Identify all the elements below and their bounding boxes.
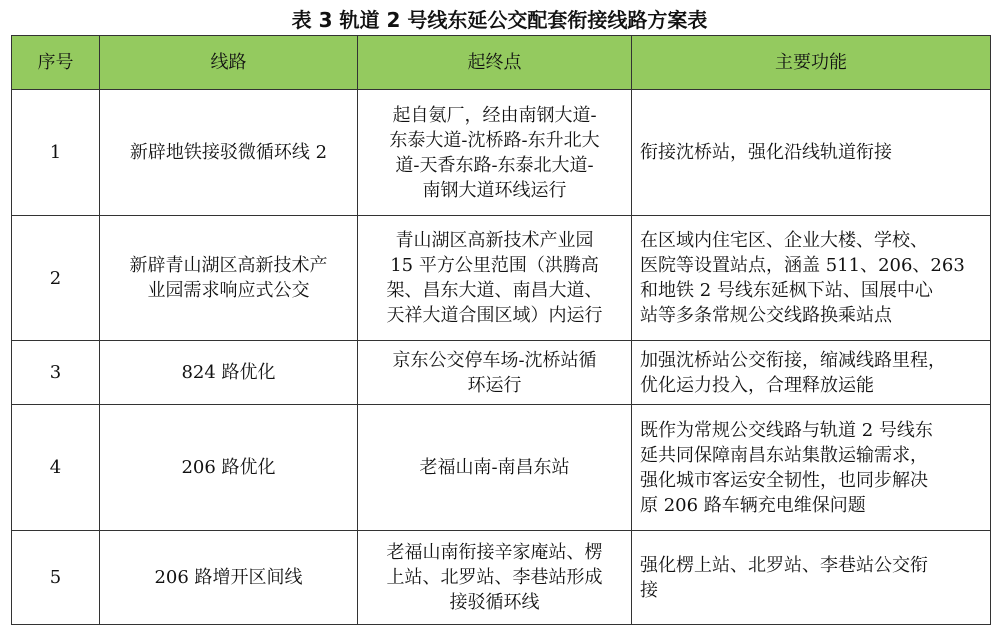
route-endpoints-line: 起自氨厂，经由南钢大道- — [392, 104, 597, 126]
route-name-line: 206 路增开区间线 — [154, 567, 303, 588]
header-no: 序号 — [12, 36, 100, 90]
route-name-line: 新辟地铁接驳微循环线 2 — [129, 142, 328, 163]
route-name-line: 新辟青山湖区高新技术产 — [129, 255, 328, 276]
route-endpoints — [358, 341, 632, 405]
route-name — [100, 216, 358, 341]
header-ends: 起终点 — [358, 36, 632, 90]
table-row — [12, 531, 991, 625]
route-endpoints-line: 老福山南-南昌东站 — [419, 457, 570, 478]
row-number: 5 — [12, 531, 100, 625]
route-function-line: 医院等设置站点，涵盖 511、206、263 — [640, 255, 965, 276]
route-endpoints-line: 架、昌东大道、南昌大道、 — [386, 280, 603, 301]
route-plan-table — [11, 35, 991, 625]
route-function — [632, 216, 991, 341]
route-endpoints-line: 京东公交停车场-沈桥站循 — [392, 349, 597, 371]
route-function-line: 和地铁 2 号线东延枫下站、国展中心 — [640, 280, 933, 301]
header-row — [12, 36, 991, 90]
route-endpoints-line: 天祥大道合围区域）内运行 — [386, 305, 603, 326]
table-row — [12, 341, 991, 405]
route-endpoints-line: 环运行 — [467, 374, 522, 396]
route-endpoints — [358, 90, 632, 216]
route-endpoints-line: 道-天香东路-东泰北大道- — [395, 154, 594, 176]
route-endpoints-line: 接驳循环线 — [449, 592, 540, 613]
route-function-line: 加强沈桥站公交衔接，缩减线路里程， — [640, 349, 946, 371]
route-function — [632, 341, 991, 405]
route-name — [100, 341, 358, 405]
route-function-line: 原 206 路车辆充电维保问题 — [640, 494, 866, 516]
route-name — [100, 531, 358, 625]
route-endpoints — [358, 405, 632, 531]
route-endpoints-line: 15 平方公里范围（洪腾高 — [390, 255, 599, 276]
route-endpoints — [358, 216, 632, 341]
route-function-line: 强化楞上站、北罗站、李巷站公交衔 — [640, 554, 928, 576]
row-number: 4 — [12, 405, 100, 531]
route-endpoints-line: 南钢大道环线运行 — [422, 179, 567, 201]
route-function — [632, 531, 991, 625]
route-function-line: 站等多条常规公交线路换乘站点 — [640, 305, 892, 326]
table-row — [12, 405, 991, 531]
row-number: 1 — [12, 90, 100, 216]
route-name — [100, 405, 358, 531]
route-function-line: 强化城市客运安全韧性，也同步解决 — [640, 469, 928, 491]
route-name — [100, 90, 358, 216]
table-row — [12, 216, 991, 341]
route-name-line: 206 路优化 — [181, 457, 276, 478]
route-function-line: 在区域内住宅区、企业大楼、学校、 — [640, 230, 928, 251]
row-number: 2 — [12, 216, 100, 341]
route-endpoints-line: 上站、北罗站、李巷站形成 — [386, 567, 603, 588]
route-name-line: 业园需求响应式公交 — [147, 280, 310, 301]
route-function — [632, 90, 991, 216]
table-title: 表 3 轨道 2 号线东延公交配套衔接线路方案表 — [291, 8, 708, 32]
header-route: 线路 — [100, 36, 358, 90]
route-endpoints — [358, 531, 632, 625]
route-endpoints-line: 东泰大道-沈桥路-东升北大 — [389, 129, 600, 151]
row-number: 3 — [12, 341, 100, 405]
route-function-line: 既作为常规公交线路与轨道 2 号线东 — [640, 419, 933, 441]
route-function-line: 接 — [640, 579, 658, 601]
route-endpoints-line: 老福山南衔接辛家庵站、楞 — [386, 542, 603, 563]
route-function-line: 优化运力投入，合理释放运能 — [640, 374, 874, 396]
header-function: 主要功能 — [632, 36, 991, 90]
table-row — [12, 90, 991, 216]
route-endpoints-line: 青山湖区高新技术产业园 — [395, 230, 594, 251]
route-function-line: 衔接沈桥站，强化沿线轨道衔接 — [640, 142, 892, 163]
route-function-line: 延共同保障南昌东站集散运输需求， — [640, 444, 928, 466]
route-name-line: 824 路优化 — [181, 362, 276, 383]
route-function — [632, 405, 991, 531]
